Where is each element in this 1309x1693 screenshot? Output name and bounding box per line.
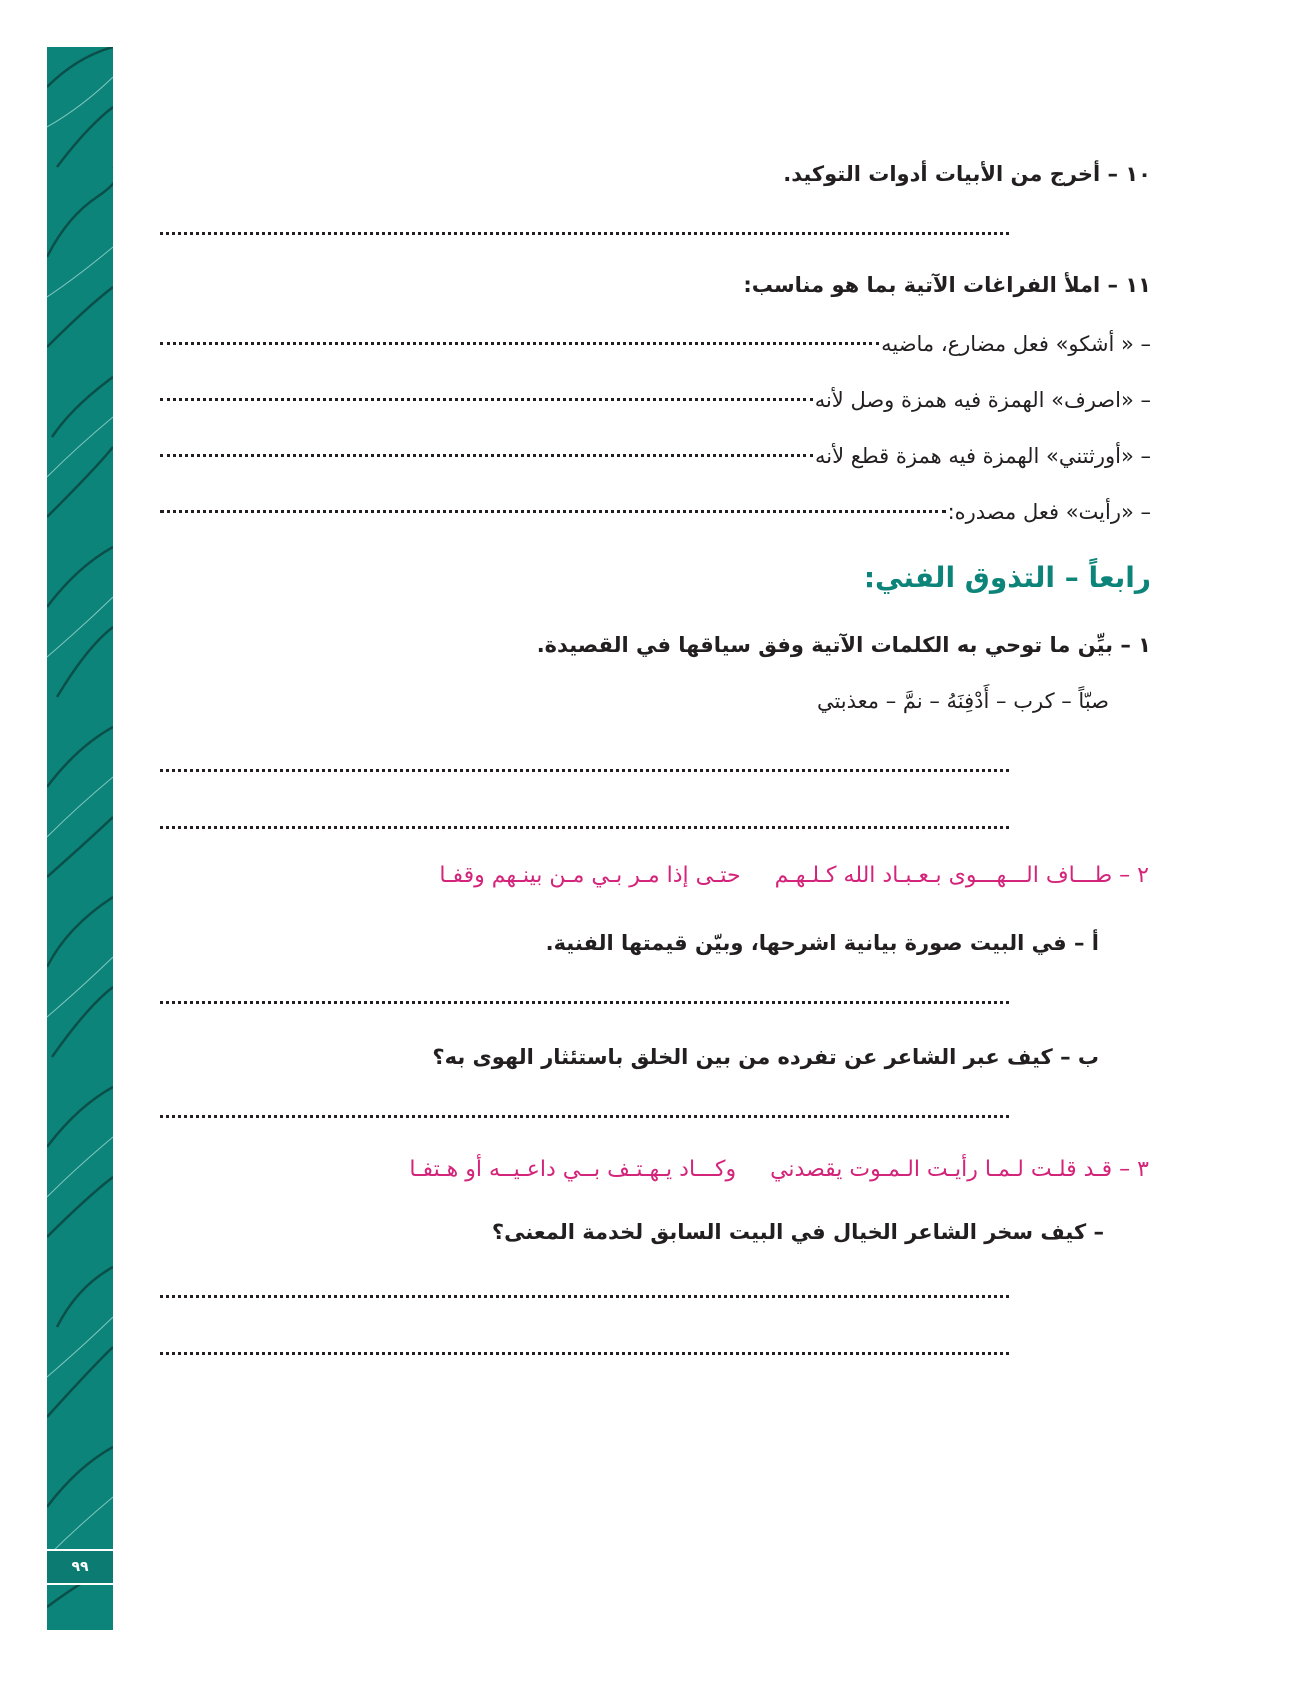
verse-3-first-hemistich: ٣ – قـد قلـت لـمـا رأيـت الـمـوت يقصدني — [770, 1157, 1149, 1182]
verse-2-first-hemistich: ٢ – طـــاف الـــهـــوى بـعـبـاد الله كـلـهـم — [774, 863, 1149, 888]
fill-blank[interactable] — [160, 454, 813, 457]
fill-item-label: – «رأيت» فعل مصدره: — [947, 500, 1151, 524]
fill-item-4[interactable] — [160, 497, 1151, 527]
question-11-title: ١١ – املأ الفراغات الآتية بما هو مناسب: — [743, 273, 1151, 297]
art-question-2a: أ – في البيت صورة بيانية اشرحها، وبيّن قيمتها الفنية. — [545, 931, 1099, 955]
answer-line[interactable] — [160, 1115, 1009, 1118]
fill-item-label: – «أورثتني» الهمزة فيه همزة قطع لأنه — [815, 444, 1151, 468]
page-number: ٩٩ — [47, 1549, 113, 1585]
fill-item-3[interactable] — [160, 441, 1151, 471]
verse-3-second-hemistich: وكـــاد يـهـتـف بــي داعـيــه أو هـتفـا — [409, 1157, 737, 1182]
answer-line[interactable] — [160, 1352, 1009, 1355]
art-question-1-words: صبّاً – كرب – أَدْفِنَهُ – نمَّ – معذبتي — [816, 689, 1109, 713]
fill-blank[interactable] — [160, 342, 879, 345]
fill-item-label: – « أشكو» فعل مضارع، ماضيه — [881, 332, 1151, 356]
art-question-2b: ب – كيف عبر الشاعر عن تفرده من بين الخلق باستئثار الهوى به؟ — [432, 1045, 1099, 1069]
fill-item-label: – «اصرف» الهمزة فيه همزة وصل لأنه — [814, 388, 1151, 412]
answer-line[interactable] — [160, 826, 1009, 829]
fill-item-1[interactable] — [160, 329, 1151, 359]
verse-2 — [160, 861, 1149, 891]
fill-item-2[interactable] — [160, 385, 1151, 415]
side-decoration-band — [47, 47, 113, 1630]
question-10: ١٠ – أخرج من الأبيات أدوات التوكيد. — [783, 162, 1151, 186]
verse-2-second-hemistich: حتـى إذا مـر بـي مـن بينـهم وقفـا — [439, 863, 741, 888]
answer-line[interactable] — [160, 1001, 1009, 1004]
fill-blank[interactable] — [160, 510, 946, 513]
answer-line[interactable] — [160, 232, 1009, 235]
answer-line[interactable] — [160, 1295, 1009, 1298]
verse-3 — [160, 1155, 1149, 1185]
answer-line[interactable] — [160, 769, 1009, 772]
art-question-3: – كيف سخر الشاعر الخيال في البيت السابق لخدمة المعنى؟ — [491, 1220, 1104, 1244]
art-question-1: ١ – بيِّن ما توحي به الكلمات الآتية وفق سياقها في القصيدة. — [536, 633, 1151, 657]
wave-pattern-icon — [47, 47, 113, 1630]
fill-blank[interactable] — [160, 398, 813, 401]
section-heading: رابعاً – التذوق الفني: — [863, 561, 1151, 594]
